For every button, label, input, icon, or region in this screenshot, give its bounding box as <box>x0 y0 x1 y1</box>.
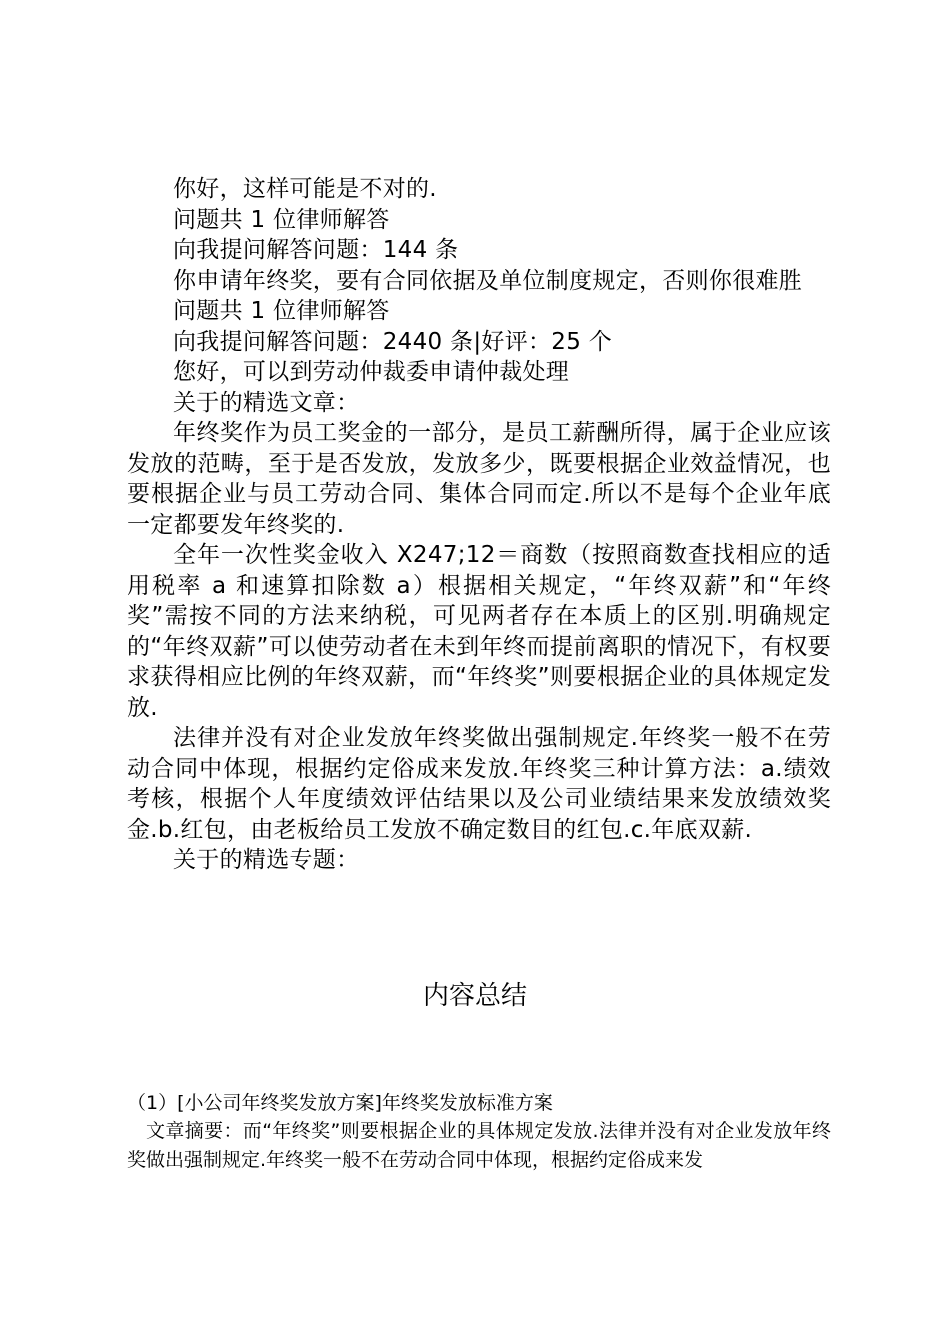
paragraph-answer-count-1: 向我提问解答问题：144 条 <box>173 237 459 263</box>
summary-title: 内容总结 <box>422 981 527 1011</box>
paragraph-answer-contract: 你申请年终奖，要有合同依据及单位制度规定，否则你很难胜 <box>173 267 803 294</box>
paragraph-bonus-definition: 年终奖作为员工奖金的一部分，是员工薪酬所得，属于企业应该发放的范畴，至于是否发放，发放多少，既要根据企业效益情况，也要根据企业与员工劳动合同、集体合同而定.所以不是每个企业年底一定都要发年终奖的. <box>127 420 831 538</box>
paragraph-bonus-law: 法律并没有对企业发放年终奖做出强制规定.年终奖一般不在劳动合同中体现，根据约定俗成来发放.年终奖三种计算方法：a.绩效考核，根据个人年度绩效评估结果以及公司业绩结果来发放绩效奖金.b.红包，由老板给员工发放不确定数目的红包.c.年底双薪. <box>127 725 831 843</box>
paragraph-greeting: 你好，这样可能是不对的. <box>173 176 437 202</box>
paragraph-bonus-tax: 全年一次性奖金收入 X247;12＝商数（按照商数查找相应的适用税率 a 和速算扣除数 a）根据相关规定，“年终双薪”和“年终奖”需按不同的方法来纳税，可见两者存在本质上的区别.明确规定的“年终双薪”可以使劳动者在未到年终而提前离职的情况下，有权要求获得相应比例的年终双薪，而“年终奖”则要根据企业的具体规定发放. <box>127 542 831 721</box>
summary-section <box>127 1089 831 1175</box>
summary-item-title: （1）[小公司年终奖发放方案]年终奖发放标准方案 <box>127 1092 553 1114</box>
document-body <box>127 174 831 876</box>
summary-item-abstract: 文章摘要：而“年终奖”则要根据企业的具体规定发放.法律并没有对企业发放年终奖做出强制规定.年终奖一般不在劳动合同中体现，根据约定俗成来发 <box>127 1120 831 1171</box>
paragraph-featured-articles-heading: 关于的精选文章： <box>173 389 360 416</box>
paragraph-featured-topics-heading: 关于的精选专题： <box>173 847 360 873</box>
paragraph-lawyer-count-2: 问题共 1 位律师解答 <box>173 298 390 324</box>
paragraph-lawyer-count-1: 问题共 1 位律师解答 <box>173 206 390 233</box>
paragraph-answer-count-2: 向我提问解答问题：2440 条|好评：25 个 <box>173 328 613 355</box>
paragraph-answer-arbitration: 您好，可以到劳动仲裁委申请仲裁处理 <box>173 359 570 385</box>
